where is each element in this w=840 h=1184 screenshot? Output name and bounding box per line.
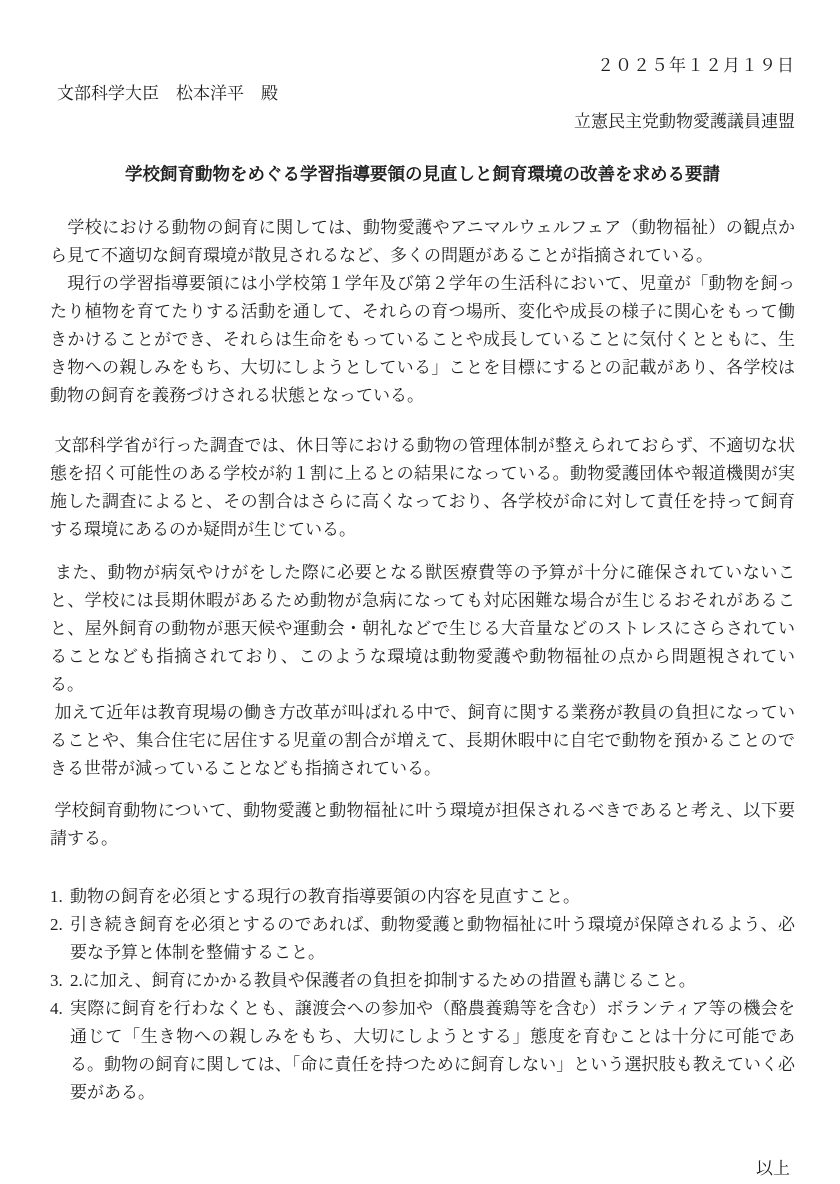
request-text: 動物の飼育を必須とする現行の教育指導要領の内容を見直すこと。 bbox=[70, 887, 580, 906]
request-number: 1. bbox=[50, 887, 63, 906]
document-date: ２０２５年１２月１９日 bbox=[597, 56, 795, 75]
paragraph-welfare-issues: また、動物が病気やけがをした際に必要となる獣医療費等の予算が十分に確保されていないこと、学校には長期休暇があるため動物が急病になっても対応困難な場合が生じるおそれがあること、屋外飼育の動物が悪天候や運動会・朝礼などで生じる大音量などのストレスにさらされていることなども指摘されており、このような環境は動物愛護や動物福祉の点から問題視されている。 bbox=[50, 563, 796, 694]
sender-line: 立憲民主党動物愛護議員連盟 bbox=[574, 112, 795, 131]
request-text: 2.に加え、飼育にかかる教員や保護者の負担を抑制するための措置も講じること。 bbox=[70, 971, 696, 990]
request-list bbox=[50, 883, 795, 1107]
request-item-1 bbox=[50, 883, 795, 911]
request-number: 4. bbox=[50, 999, 63, 1018]
paragraph-request-lead: 学校飼育動物について、動物愛護と動物福祉に叶う環境が担保されるべきであると考え、以下要請する。 bbox=[50, 801, 795, 848]
paragraph-current-guidelines: 現行の学習指導要領には小学校第１学年及び第２学年の生活科において、児童が「動物を飼ったり植物を育てたりする活動を通して、それらの育つ場所、変化や成長の様子に関心をもって働きかけることができ、それらは生命をもっていることや成長していることに気付くとともに、生き物への親しみをもち、大切にしようとしている」ことを目標にするとの記載があり、各学校は動物の飼育を義務づけされる状態となっている。 bbox=[50, 274, 795, 405]
paragraph-intro: 学校における動物の飼育に関しては、動物愛護やアニマルウェルフェア（動物福祉）の観点から見て不適切な飼育環境が散見されるなど、多くの問題があることが指摘されている。 bbox=[50, 218, 795, 265]
closing-ijou: 以上 bbox=[756, 1159, 790, 1178]
request-text: 実際に飼育を行わなくとも、譲渡会への参加や（酪農養鶏等を含む）ボランティア等の機会を通じて「生き物への親しみをもち、大切にしようとする」態度を育むことは十分に可能である。動物の飼育に関しては、「命に責任を持つために飼育しない」という選択肢も教えていく必要がある。 bbox=[70, 999, 795, 1102]
document-title: 学校飼育動物をめぐる学習指導要領の見直しと飼育環境の改善を求める要請 bbox=[125, 164, 720, 184]
request-number: 3. bbox=[50, 971, 63, 990]
request-item-4 bbox=[50, 995, 795, 1107]
request-item-3 bbox=[50, 967, 795, 995]
request-item-2 bbox=[50, 911, 795, 967]
paragraph-teacher-burden: 加えて近年は教育現場の働き方改革が叫ばれる中で、飼育に関する業務が教員の負担になっていることや、集合住宅に居住する児童の割合が増えて、長期休暇中に自宅で動物を預かることのできる世帯が減っていることなども指摘されている。 bbox=[50, 703, 795, 778]
request-number: 2. bbox=[50, 915, 63, 934]
addressee-line: 文部科学大臣 松本洋平 殿 bbox=[57, 84, 278, 103]
request-text: 引き続き飼育を必須とするのであれば、動物愛護と動物福祉に叶う環境が保障されるよう、必要な予算と体制を整備すること。 bbox=[70, 915, 795, 962]
paragraph-mext-survey: 文部科学省が行った調査では、休日等における動物の管理体制が整えられておらず、不適切な状態を招く可能性のある学校が約１割に上るとの結果になっている。動物愛護団体や報道機関が実施した調査によると、その割合はさらに高くなっており、各学校が命に対して責任を持って飼育する環境にあるのか疑問が生じている。 bbox=[50, 436, 796, 539]
